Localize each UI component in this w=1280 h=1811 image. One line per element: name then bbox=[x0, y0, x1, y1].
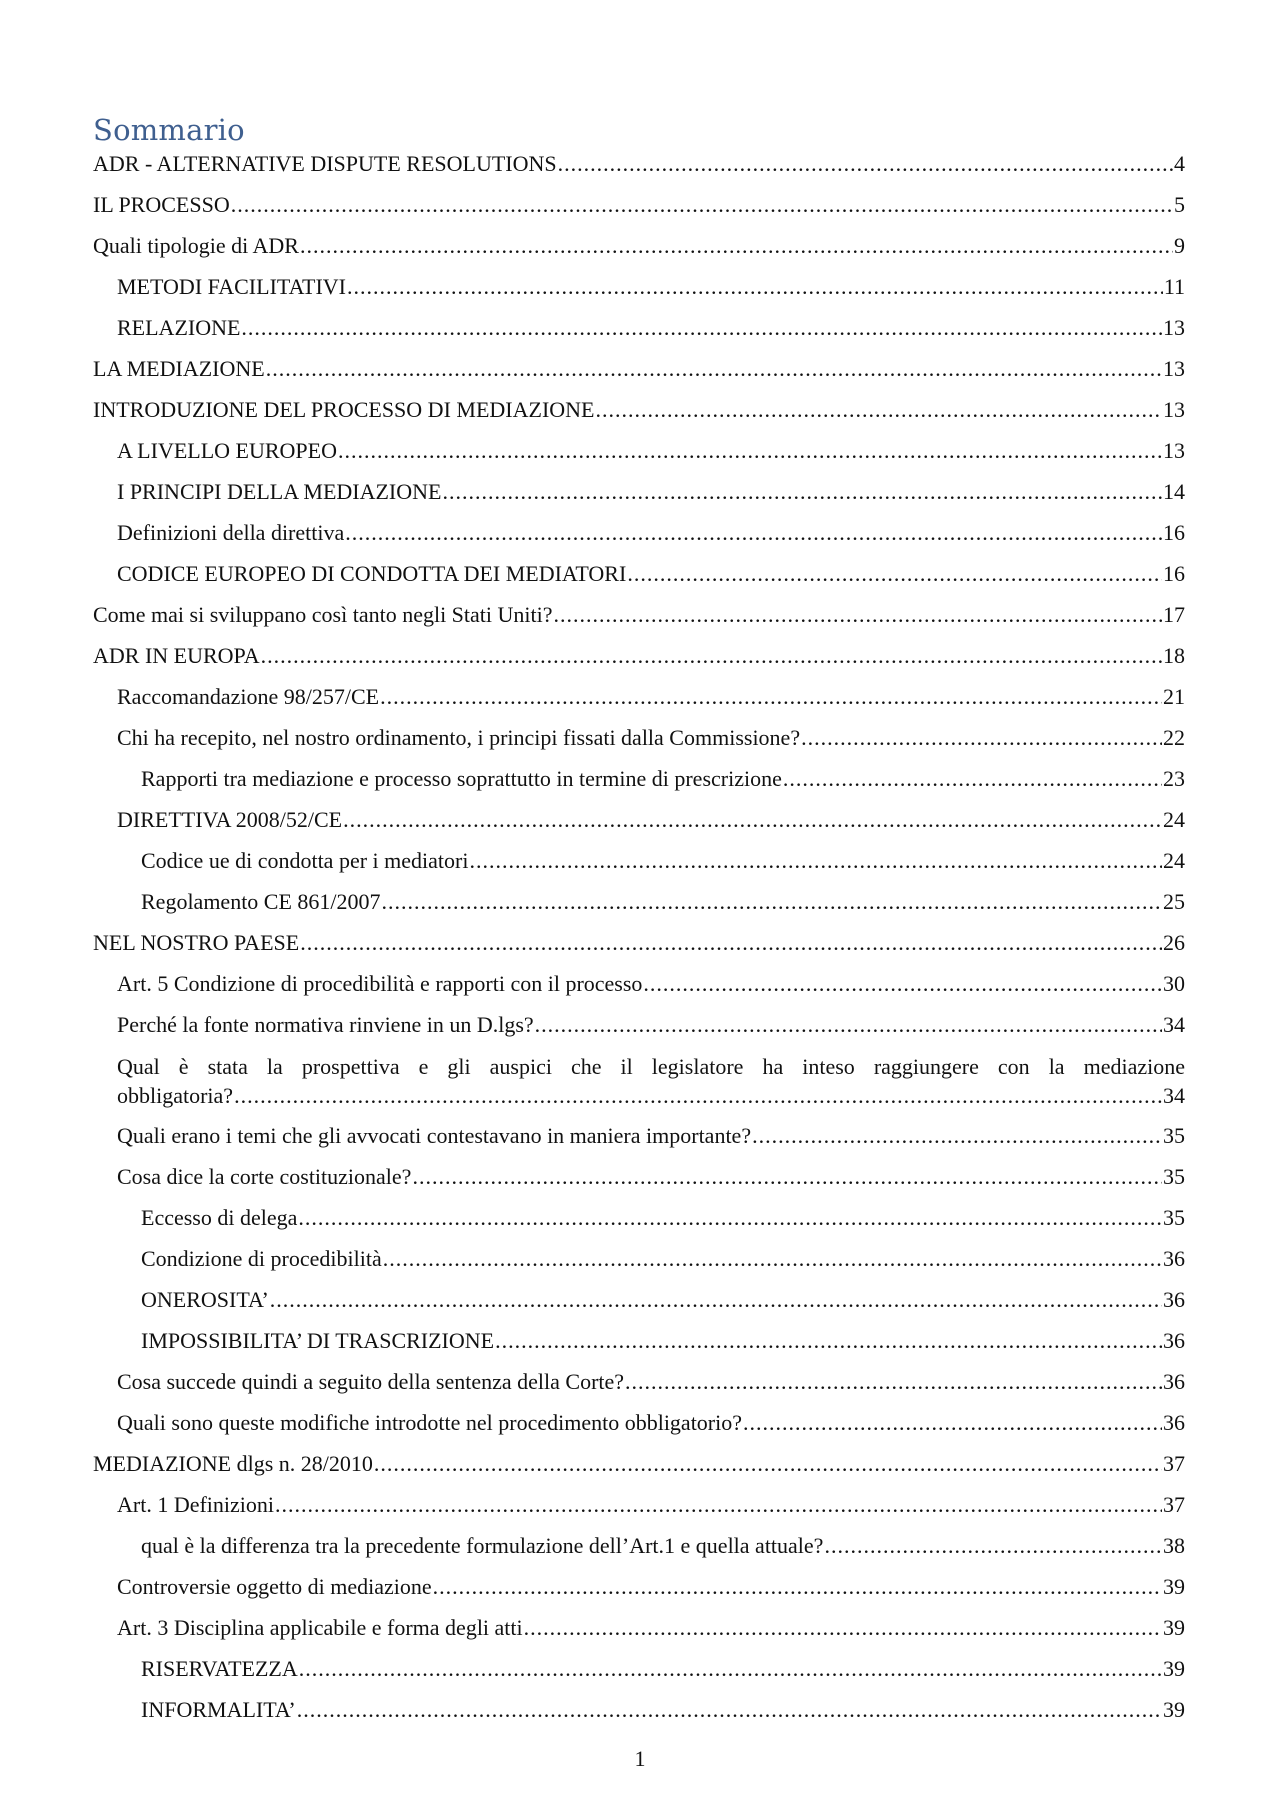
toc-entry[interactable]: Quali sono queste modifiche introdotte nel procedimento obbligatorio? ..... 36 bbox=[117, 1409, 1185, 1437]
toc-entry-wrapped[interactable]: Qual è stata la prospettiva e gli auspici che il legislatore ha inteso raggiungere con la mediazione obbligatoria? ..... 34 bbox=[117, 1052, 1185, 1110]
toc-entry[interactable]: I PRINCIPI DELLA MEDIAZIONE ..... 14 bbox=[117, 478, 1185, 506]
toc-entry[interactable]: Controversie oggetto di mediazione ..... 39 bbox=[117, 1573, 1185, 1601]
toc-entry[interactable]: Codice ue di condotta per i mediatori ..... 24 bbox=[141, 847, 1185, 875]
toc-entry[interactable]: LA MEDIAZIONE ..... 13 bbox=[93, 355, 1185, 383]
toc-entry[interactable]: Rapporti tra mediazione e processo soprattutto in termine di prescrizione ..... 23 bbox=[141, 765, 1185, 793]
toc-entry[interactable]: Quali erano i temi che gli avvocati contestavano in maniera importante? ..... 35 bbox=[117, 1122, 1185, 1150]
toc-entry[interactable]: Art. 3 Disciplina applicabile e forma degli atti ..... 39 bbox=[117, 1614, 1185, 1642]
toc-entry[interactable]: Art. 5 Condizione di procedibilità e rapporti con il processo ..... 30 bbox=[117, 970, 1185, 998]
toc-entry[interactable]: INFORMALITA’ ..... 39 bbox=[141, 1696, 1185, 1724]
toc-entry[interactable]: INTRODUZIONE DEL PROCESSO DI MEDIAZIONE ..... 13 bbox=[93, 396, 1185, 424]
toc-entry[interactable]: METODI FACILITATIVI ..... 11 bbox=[117, 273, 1185, 301]
toc-entry[interactable]: Raccomandazione 98/257/CE ..... 21 bbox=[117, 683, 1185, 711]
toc-entry[interactable]: ONEROSITA’ ..... 36 bbox=[141, 1286, 1185, 1314]
toc-entry[interactable]: Perché la fonte normativa rinviene in un D.lgs? ..... 34 bbox=[117, 1011, 1185, 1039]
toc-entry[interactable]: IMPOSSIBILITA’ DI TRASCRIZIONE ..... 36 bbox=[141, 1327, 1185, 1355]
toc-entry[interactable]: Cosa dice la corte costituzionale? ..... 35 bbox=[117, 1163, 1185, 1191]
toc-entry[interactable]: RELAZIONE ..... 13 bbox=[117, 314, 1185, 342]
toc-entry[interactable]: IL PROCESSO ..... 5 bbox=[93, 191, 1185, 219]
toc-entry[interactable]: Chi ha recepito, nel nostro ordinamento, i principi fissati dalla Commissione? ..... 22 bbox=[117, 724, 1185, 752]
toc-entry[interactable]: Condizione di procedibilità ..... 36 bbox=[141, 1245, 1185, 1273]
toc-entry[interactable]: NEL NOSTRO PAESE ..... 26 bbox=[93, 929, 1185, 957]
toc-entry[interactable]: MEDIAZIONE dlgs n. 28/2010 ..... 37 bbox=[93, 1450, 1185, 1478]
toc-entry[interactable]: Eccesso di delega ..... 35 bbox=[141, 1204, 1185, 1232]
toc-entry[interactable]: Art. 1 Definizioni ..... 37 bbox=[117, 1491, 1185, 1519]
toc-entry[interactable]: A LIVELLO EUROPEO ..... 13 bbox=[117, 437, 1185, 465]
toc-entry[interactable]: ADR - ALTERNATIVE DISPUTE RESOLUTIONS ..... 4 bbox=[93, 150, 1185, 178]
toc-title: Sommario bbox=[93, 113, 245, 147]
page-number: 1 bbox=[634, 1746, 646, 1771]
toc-entry[interactable]: Quali tipologie di ADR ..... 9 bbox=[93, 232, 1185, 260]
toc-entry[interactable]: Cosa succede quindi a seguito della sentenza della Corte? ..... 36 bbox=[117, 1368, 1185, 1396]
toc-entry[interactable]: Definizioni della direttiva ..... 16 bbox=[117, 519, 1185, 547]
toc-entry[interactable]: Come mai si sviluppano così tanto negli Stati Uniti? ..... 17 bbox=[93, 601, 1185, 629]
toc-entry[interactable]: RISERVATEZZA ..... 39 bbox=[141, 1655, 1185, 1683]
toc-entry[interactable]: DIRETTIVA 2008/52/CE ..... 24 bbox=[117, 806, 1185, 834]
toc-entry[interactable]: CODICE EUROPEO DI CONDOTTA DEI MEDIATORI ..... 16 bbox=[117, 560, 1185, 588]
toc-entry[interactable]: qual è la differenza tra la precedente formulazione dell’Art.1 e quella attuale? ..... 38 bbox=[141, 1532, 1185, 1560]
toc-entry[interactable]: ADR IN EUROPA ..... 18 bbox=[93, 642, 1185, 670]
toc-entry[interactable]: Regolamento CE 861/2007 ..... 25 bbox=[141, 888, 1185, 916]
